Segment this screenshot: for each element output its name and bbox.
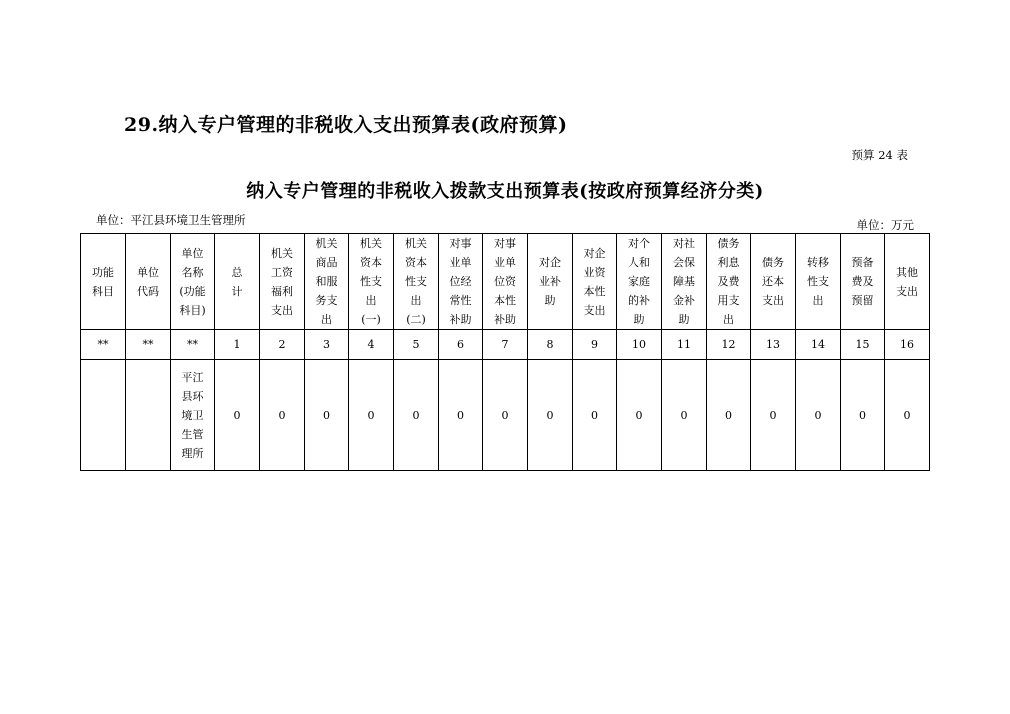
cell-line: 位经 bbox=[449, 275, 472, 288]
cell-line: 商品 bbox=[315, 256, 338, 269]
value-cell: 0 bbox=[573, 360, 617, 471]
column-header bbox=[796, 234, 841, 330]
index-cell: 10 bbox=[617, 330, 662, 360]
cell-line: 性支 bbox=[807, 275, 829, 288]
cell-line: 人和 bbox=[628, 256, 650, 269]
index-cell: 15 bbox=[841, 330, 885, 360]
cell-line: 出 bbox=[321, 313, 332, 326]
index-cell: 14 bbox=[796, 330, 841, 360]
value-cell: 0 bbox=[215, 360, 260, 471]
cell-line: 名称 bbox=[181, 265, 204, 279]
cell-line: 对企 bbox=[583, 246, 606, 260]
cell-line: 对事 bbox=[494, 237, 516, 250]
value-cell: 0 bbox=[349, 360, 394, 471]
table-number: 预算 24 表 bbox=[851, 148, 908, 162]
column-header bbox=[126, 234, 171, 330]
column-header bbox=[885, 234, 930, 330]
cell-line: 支出 bbox=[583, 303, 606, 317]
column-header bbox=[483, 234, 528, 330]
value-cell: 0 bbox=[305, 360, 349, 471]
cell-line: 预备 bbox=[851, 256, 874, 269]
cell-line: 业单 bbox=[449, 256, 472, 269]
value-cell: 0 bbox=[483, 360, 528, 471]
index-cell: 6 bbox=[439, 330, 483, 360]
cell-line: 的补 bbox=[628, 294, 650, 307]
cell-line: 总 bbox=[231, 265, 243, 279]
value-cell: 0 bbox=[394, 360, 439, 471]
cell-line: (一) bbox=[361, 313, 381, 326]
cell-line: 本性 bbox=[583, 284, 606, 298]
value-cell: 0 bbox=[617, 360, 662, 471]
index-cell: ** bbox=[126, 330, 171, 360]
column-header bbox=[662, 234, 707, 330]
value-cell: 0 bbox=[439, 360, 483, 471]
cell-line: 务支 bbox=[315, 294, 338, 307]
unit-organization: 单位：平江县环境卫生管理所 bbox=[96, 213, 246, 227]
function-code-cell bbox=[81, 360, 126, 471]
column-header bbox=[439, 234, 483, 330]
cell-line: 机关 bbox=[360, 237, 382, 250]
cell-line: 障基 bbox=[673, 275, 695, 288]
cell-line: 费及 bbox=[851, 275, 874, 288]
value-cell: 0 bbox=[662, 360, 707, 471]
column-header bbox=[171, 234, 215, 330]
cell-line: 助 bbox=[633, 313, 645, 326]
cell-line: 支出 bbox=[762, 294, 784, 307]
value-cell: 0 bbox=[528, 360, 573, 471]
cell-line: 及费 bbox=[717, 275, 740, 288]
cell-line: 对企 bbox=[539, 256, 561, 269]
index-cell: ** bbox=[171, 330, 215, 360]
cell-line: 补助 bbox=[449, 313, 472, 326]
column-header bbox=[617, 234, 662, 330]
cell-line: 生管 bbox=[181, 427, 204, 441]
index-cell: 12 bbox=[707, 330, 751, 360]
cell-line: (功能 bbox=[179, 284, 206, 298]
cell-line: 业补 bbox=[539, 275, 561, 288]
cell-line: 业单 bbox=[494, 256, 516, 269]
unit-code-cell bbox=[126, 360, 171, 471]
cell-line: 转移 bbox=[807, 256, 829, 269]
cell-line: 资本 bbox=[360, 256, 382, 269]
cell-line: 还本 bbox=[762, 275, 784, 288]
cell-line: 家庭 bbox=[628, 275, 650, 288]
value-cell: 0 bbox=[707, 360, 751, 471]
cell-line: 助 bbox=[678, 313, 690, 326]
cell-line: 对社 bbox=[673, 237, 695, 250]
cell-line: 补助 bbox=[494, 313, 516, 326]
table-row bbox=[81, 360, 930, 471]
index-cell: 11 bbox=[662, 330, 707, 360]
column-header bbox=[349, 234, 394, 330]
cell-line: 机关 bbox=[271, 246, 293, 260]
index-cell: 7 bbox=[483, 330, 528, 360]
column-header bbox=[573, 234, 617, 330]
column-header bbox=[81, 234, 126, 330]
document-heading: 29.纳入专户管理的非税收入支出预算表(政府预算) bbox=[124, 114, 568, 136]
cell-line: 出 bbox=[812, 294, 824, 307]
value-cell: 0 bbox=[260, 360, 305, 471]
cell-line: 机关 bbox=[405, 237, 427, 250]
cell-line: 出 bbox=[365, 294, 377, 307]
column-header bbox=[215, 234, 260, 330]
table-title: 纳入专户管理的非税收入拨款支出预算表(按政府预算经济分类) bbox=[246, 181, 764, 202]
value-cell: 0 bbox=[751, 360, 796, 471]
index-cell: 5 bbox=[394, 330, 439, 360]
cell-line: 科目 bbox=[92, 284, 114, 298]
cell-line: 性支 bbox=[360, 275, 382, 288]
cell-line: 位资 bbox=[494, 275, 516, 288]
unit-name-cell bbox=[171, 360, 215, 471]
index-cell: 8 bbox=[528, 330, 573, 360]
index-cell: 4 bbox=[349, 330, 394, 360]
column-header bbox=[528, 234, 573, 330]
cell-line: 境卫 bbox=[181, 408, 204, 422]
cell-line: 单位 bbox=[137, 265, 159, 279]
column-header bbox=[707, 234, 751, 330]
cell-line: 和服 bbox=[315, 275, 338, 288]
column-header bbox=[841, 234, 885, 330]
value-cell: 0 bbox=[841, 360, 885, 471]
value-cell: 0 bbox=[885, 360, 930, 471]
unit-currency: 单位：万元 bbox=[856, 218, 914, 232]
cell-line: 债务 bbox=[762, 256, 784, 269]
index-cell: ** bbox=[81, 330, 126, 360]
column-header bbox=[305, 234, 349, 330]
budget-table bbox=[80, 233, 930, 471]
cell-line: 工资 bbox=[271, 265, 293, 279]
index-cell: 2 bbox=[260, 330, 305, 360]
cell-line: 理所 bbox=[181, 446, 204, 460]
cell-line: 代码 bbox=[137, 284, 159, 298]
cell-line: 常性 bbox=[449, 294, 472, 307]
cell-line: 机关 bbox=[315, 237, 338, 250]
cell-line: (二) bbox=[406, 313, 426, 326]
index-cell: 9 bbox=[573, 330, 617, 360]
cell-line: 出 bbox=[410, 294, 422, 307]
index-cell: 1 bbox=[215, 330, 260, 360]
cell-line: 支出 bbox=[896, 284, 918, 298]
cell-line: 对个 bbox=[628, 237, 650, 250]
cell-line: 计 bbox=[231, 284, 243, 298]
cell-line: 平江 bbox=[181, 370, 204, 384]
index-cell: 3 bbox=[305, 330, 349, 360]
cell-line: 功能 bbox=[92, 265, 114, 279]
cell-line: 用支 bbox=[717, 294, 740, 307]
cell-line: 其他 bbox=[896, 265, 918, 279]
cell-line: 预留 bbox=[851, 294, 874, 307]
cell-line: 业资 bbox=[583, 265, 606, 279]
cell-line: 利息 bbox=[717, 256, 740, 269]
cell-line: 债务 bbox=[717, 237, 740, 250]
cell-line: 县环 bbox=[181, 389, 204, 403]
cell-line: 会保 bbox=[673, 256, 695, 269]
index-cell: 13 bbox=[751, 330, 796, 360]
cell-line: 科目) bbox=[179, 303, 206, 317]
cell-line: 金补 bbox=[673, 294, 695, 307]
index-row bbox=[81, 330, 930, 360]
cell-line: 出 bbox=[723, 313, 734, 326]
cell-line: 单位 bbox=[181, 246, 204, 260]
value-cell: 0 bbox=[796, 360, 841, 471]
cell-line: 对事 bbox=[449, 237, 472, 250]
index-cell: 16 bbox=[885, 330, 930, 360]
cell-line: 支出 bbox=[271, 303, 293, 317]
cell-line: 助 bbox=[544, 294, 556, 307]
column-header bbox=[394, 234, 439, 330]
column-header bbox=[751, 234, 796, 330]
cell-line: 福利 bbox=[271, 284, 293, 298]
header-row bbox=[81, 234, 930, 330]
cell-line: 本性 bbox=[494, 294, 516, 307]
cell-line: 性支 bbox=[405, 275, 427, 288]
cell-line: 资本 bbox=[405, 256, 427, 269]
column-header bbox=[260, 234, 305, 330]
